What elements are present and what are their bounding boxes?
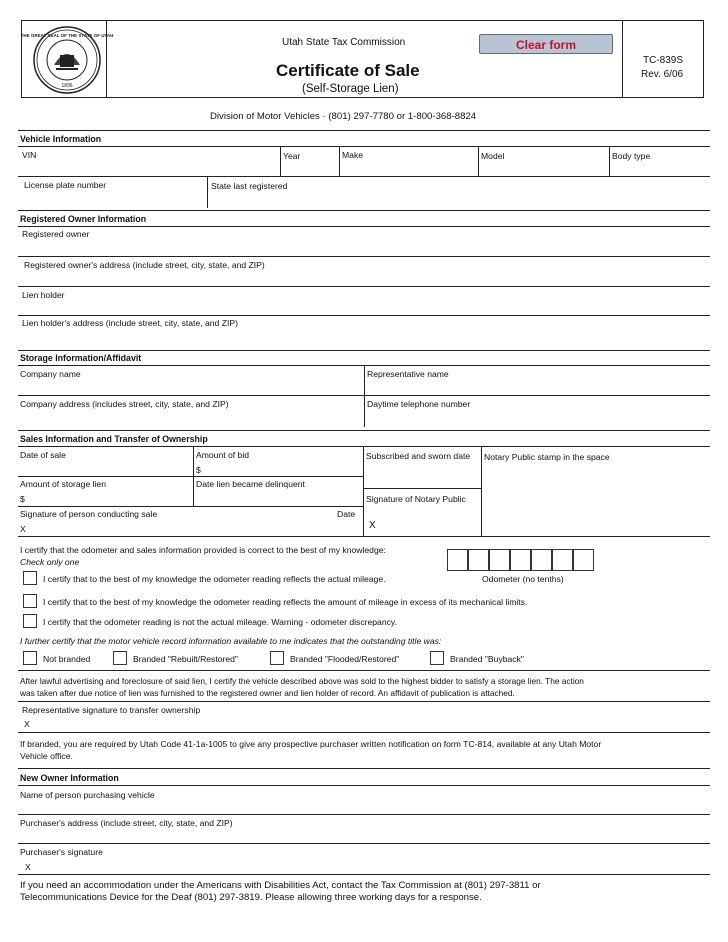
phone-label: Daytime telephone number [367, 399, 471, 409]
affidavit-line-1: After lawful advertising and foreclosure of said lien, I certify the vehicle described above was sold to the highest bidder to satisfy a storage lien. The action [20, 676, 584, 686]
phone-field[interactable] [365, 396, 708, 426]
ada-notice-2: Telecommunications Device for the Deaf (801) 297-3819. Please allowing three working days for a response. [20, 892, 482, 903]
delinquent-label: Date lien became delinquent [196, 479, 305, 489]
amount-bid-field[interactable] [194, 447, 362, 475]
header-divider-right [622, 20, 623, 98]
model-label: Model [481, 151, 505, 161]
storage-heading: Storage Information/Affidavit [20, 353, 142, 363]
lien-holder-field[interactable] [20, 287, 708, 314]
purchaser-sig-label: Purchaser's signature [20, 847, 103, 857]
purchaser-name-field[interactable] [20, 786, 708, 813]
not-branded-checkbox[interactable] [23, 651, 37, 665]
new-owner-heading: New Owner Information [20, 773, 119, 783]
make-label: Make [342, 150, 364, 160]
vin-label: VIN [22, 150, 37, 160]
flooded-label: Branded "Flooded/Restored" [290, 654, 400, 664]
storage-lien-field[interactable] [20, 477, 192, 505]
owner-heading: Registered Owner Information [20, 214, 147, 224]
odometer-digit-7[interactable] [573, 549, 594, 571]
subscribed-field[interactable] [364, 447, 481, 487]
owner-field[interactable] [20, 227, 708, 255]
year-field[interactable] [281, 147, 339, 175]
odometer-label: Odometer (no tenths) [482, 574, 564, 584]
subscribed-label: Subscribed and sworn date [366, 451, 471, 461]
notary-sig-label: Signature of Notary Public [366, 494, 466, 504]
rep-sig-x: X [24, 719, 30, 729]
rep-sig-field[interactable] [20, 702, 708, 731]
agency-name: Utah State Tax Commission [282, 37, 406, 48]
date-of-sale-field[interactable] [20, 447, 192, 475]
company-address-field[interactable] [20, 396, 363, 426]
sig-conducting-x: X [20, 524, 26, 534]
company-label: Company name [20, 369, 81, 379]
purchaser-sig-x: X [25, 862, 31, 872]
discrepancy-checkbox[interactable] [23, 614, 37, 628]
form-title: Certificate of Sale [276, 61, 420, 80]
check-one-label: Check only one [20, 557, 80, 567]
year-label: Year [283, 151, 301, 161]
state-field[interactable] [208, 177, 708, 207]
clear-form-label: Clear form [515, 38, 577, 52]
make-field[interactable] [340, 147, 478, 175]
buyback-label: Branded "Buyback" [450, 654, 524, 664]
odometer-digit-2[interactable] [468, 549, 489, 571]
actual-mileage-checkbox[interactable] [23, 571, 37, 585]
excess-mileage-label: I certify that to the best of my knowledge the odometer reading reflects the amount of mileage in excess of its mechanical limits. [43, 597, 528, 607]
header-divider-left [106, 20, 107, 98]
plate-field[interactable] [20, 177, 207, 207]
flooded-checkbox[interactable] [270, 651, 284, 665]
seal-year: 1896 [61, 83, 73, 89]
sales-heading: Sales Information and Transfer of Ownership [20, 434, 208, 444]
odometer-digit-4[interactable] [510, 549, 531, 571]
odometer-digit-6[interactable] [552, 549, 573, 571]
odometer-digit-3[interactable] [489, 549, 510, 571]
utah-state-seal [20, 25, 114, 95]
delinquent-field[interactable] [194, 477, 362, 505]
ada-notice-1: If you need an accommodation under the Americans with Disabilities Act, contact the Tax Commission at (801) 297-3811 or [20, 880, 541, 891]
storage-lien-label: Amount of storage lien [20, 479, 106, 489]
division-contact: Division of Motor Vehicles · (801) 297-7780 or 1-800-368-8824 [210, 111, 477, 122]
rep-name-field[interactable] [365, 366, 708, 394]
lien-address-field[interactable] [20, 316, 708, 343]
odometer-certify: I certify that the odometer and sales information provided is correct to the best of my knowledge: [20, 545, 386, 555]
rep-name-label: Representative name [367, 369, 449, 379]
affidavit-line-2: was taken after due notice of lien was furnished to the registered owner and lien holder of record. An affidavit of publication is attached. [20, 688, 515, 698]
rebuilt-checkbox[interactable] [113, 651, 127, 665]
company-field[interactable] [20, 366, 363, 394]
form-number: TC-839S [643, 55, 684, 66]
date-of-sale-label: Date of sale [20, 450, 66, 460]
title-certify: I further certify that the motor vehicle record information available to me indicates that the outstanding title was: [20, 636, 442, 646]
branded-notice-1: If branded, you are required by Utah Code 41-1a-1005 to give any prospective purchaser written notification on form TC-814, available at any Utah Motor [20, 739, 602, 749]
purchaser-address-label: Purchaser's address (include street, city, state, and ZIP) [20, 818, 233, 828]
excess-mileage-checkbox[interactable] [23, 594, 37, 608]
body-type-label: Body type [612, 151, 651, 161]
notary-stamp-label: Notary Public stamp in the space [484, 452, 610, 462]
notary-sig-field[interactable] [364, 489, 481, 535]
discrepancy-label: I certify that the odometer reading is not the actual mileage. Warning - odometer discrepancy. [43, 617, 397, 627]
company-address-label: Company address (includes street, city, state, and ZIP) [20, 399, 229, 409]
odometer-digit-1[interactable] [447, 549, 468, 571]
svg-text:THE GREAT SEAL OF THE STATE OF: THE GREAT SEAL OF THE STATE OF UTAH [20, 33, 114, 38]
purchaser-address-field[interactable] [20, 815, 708, 842]
branded-notice-2: Vehicle office. [20, 751, 73, 761]
clear-form-button[interactable] [479, 34, 613, 54]
sig-conducting-field[interactable] [20, 507, 335, 535]
purchaser-name-label: Name of person purchasing vehicle [20, 790, 155, 800]
form-subtitle: (Self-Storage Lien) [302, 83, 399, 95]
plate-label: License plate number [24, 180, 107, 190]
odometer-digit-5[interactable] [531, 549, 552, 571]
storage-lien-dollar: $ [20, 494, 25, 504]
vehicle-heading: Vehicle Information [20, 134, 102, 144]
vin-field[interactable] [20, 147, 280, 175]
buyback-checkbox[interactable] [430, 651, 444, 665]
lien-holder-label: Lien holder [22, 290, 65, 300]
owner-address-field[interactable] [20, 257, 708, 285]
sig-conducting-label: Signature of person conducting sale [20, 509, 158, 519]
rebuilt-label: Branded "Rebuilt/Restored" [133, 654, 238, 664]
owner-label: Registered owner [22, 229, 90, 239]
rep-sig-label: Representative signature to transfer ownership [22, 705, 201, 715]
model-field[interactable] [479, 147, 609, 175]
lien-address-label: Lien holder's address (include street, city, state, and ZIP) [22, 318, 238, 328]
actual-mileage-label: I certify that to the best of my knowledge the odometer reading reflects the actual mileage. [43, 574, 386, 584]
amount-bid-dollar: $ [196, 465, 201, 475]
body-type-field[interactable] [610, 147, 708, 175]
sig-date-field[interactable] [336, 507, 362, 535]
owner-address-label: Registered owner's address (include street, city, state, and ZIP) [24, 260, 265, 270]
sig-date-label: Date [337, 509, 356, 519]
form-revision: Rev. 6/06 [641, 69, 684, 80]
purchaser-sig-field[interactable] [20, 844, 708, 873]
state-label: State last registered [211, 181, 288, 191]
notary-sig-x: X [369, 520, 376, 531]
not-branded-label: Not branded [43, 654, 91, 664]
amount-bid-label: Amount of bid [196, 450, 250, 460]
